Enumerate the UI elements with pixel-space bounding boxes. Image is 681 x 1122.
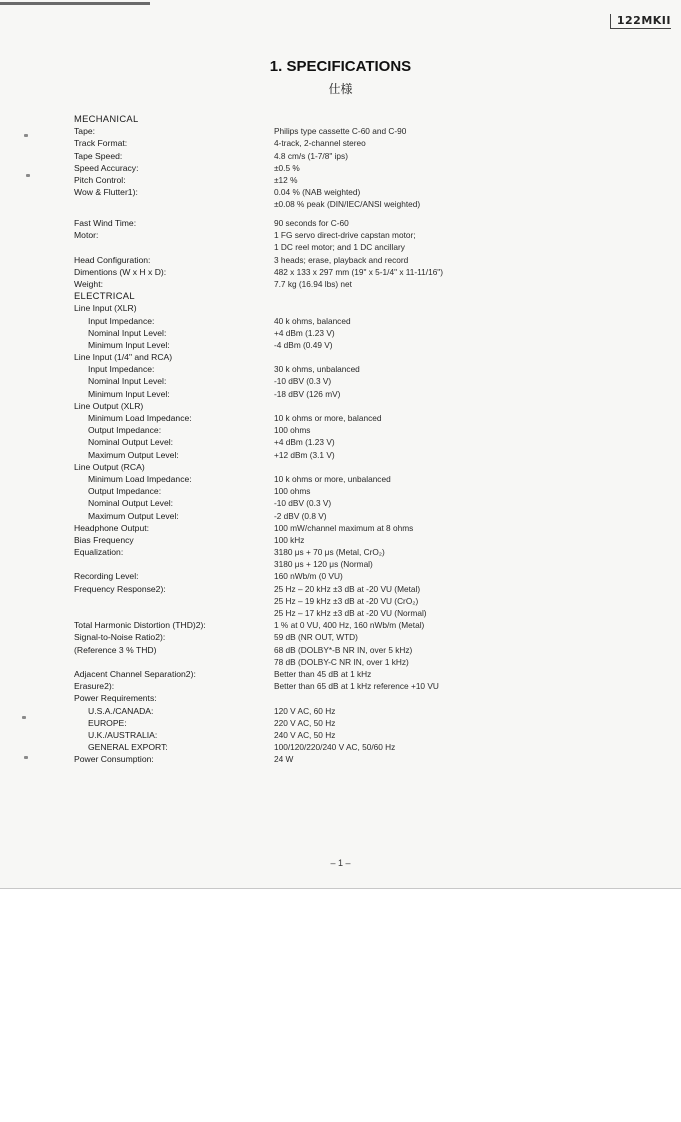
- spec-row: [74, 644, 674, 656]
- spec-label: Line Input (1/4" and RCA): [74, 352, 173, 363]
- spec-row: [74, 198, 674, 210]
- spec-row: [74, 339, 674, 351]
- spec-value: [274, 113, 674, 125]
- spec-value: 7.7 kg (16.94 lbs) net: [274, 278, 352, 289]
- spec-value: 160 nWb/m (0 VU): [274, 571, 343, 582]
- spec-label: (Reference 3 % THD): [74, 644, 157, 655]
- spec-label: EUROPE:: [88, 717, 127, 728]
- spec-row: [74, 729, 674, 741]
- spec-row: [74, 583, 674, 595]
- spec-row: [74, 473, 674, 485]
- spec-value: [274, 351, 674, 363]
- spec-label: Maximum Output Level:: [88, 449, 179, 460]
- spec-row: [74, 595, 674, 607]
- spec-label: MECHANICAL: [74, 113, 139, 124]
- spec-value: 3180 μs + 120 μs (Normal): [274, 559, 373, 570]
- spec-label: [74, 241, 274, 253]
- spec-value: -2 dBV (0.8 V): [274, 510, 327, 521]
- spec-row: [74, 534, 674, 546]
- spec-row: [74, 229, 674, 241]
- spec-label: Line Output (XLR): [74, 400, 144, 411]
- spec-value: 100 mW/channel maximum at 8 ohms: [274, 522, 414, 533]
- spec-row: [74, 266, 674, 278]
- spec-label: Maximum Output Level:: [88, 510, 179, 521]
- spec-row: [74, 546, 674, 558]
- spec-label: Weight:: [74, 278, 103, 289]
- spec-value: 1 FG servo direct-drive capstan motor;: [274, 230, 416, 241]
- spec-value: 100 ohms: [274, 425, 311, 436]
- spec-row: [74, 607, 674, 619]
- spec-row: [74, 522, 674, 534]
- spec-value: [274, 302, 674, 314]
- spec-row: [74, 449, 674, 461]
- spec-row: [74, 668, 674, 680]
- spec-row: [74, 217, 674, 229]
- spec-value: 25 Hz – 20 kHz ±3 dB at -20 VU (Metal): [274, 583, 421, 594]
- spec-row: [74, 388, 674, 400]
- spec-value: 10 k ohms or more, unbalanced: [274, 473, 391, 484]
- spec-label: ELECTRICAL: [74, 290, 135, 302]
- spec-value: Better than 65 dB at 1 kHz reference +10 VU: [274, 681, 439, 692]
- spec-label: Adjacent Channel Separation2):: [74, 668, 196, 679]
- spec-row: [74, 692, 674, 704]
- spec-value: [274, 290, 674, 302]
- spec-value: 4-track, 2-channel stereo: [274, 138, 366, 149]
- spec-value: 3180 μs + 70 μs (Metal, CrO₂): [274, 547, 385, 558]
- spec-row: [74, 497, 674, 509]
- page-number: – 1 –: [330, 858, 351, 868]
- top-rule: [0, 2, 150, 5]
- spec-label: Minimum Input Level:: [88, 339, 170, 350]
- spec-row: [74, 400, 674, 412]
- spec-label: Nominal Input Level:: [88, 376, 167, 387]
- spec-value: +4 dBm (1.23 V): [274, 327, 335, 338]
- scan-speck: [24, 134, 28, 137]
- page-title-japanese: 仕様: [328, 82, 353, 96]
- spec-row: [74, 327, 674, 339]
- spec-row: [74, 186, 674, 198]
- spec-row: [74, 570, 674, 582]
- spec-value: 1 % at 0 VU, 400 Hz, 160 nWb/m (Metal): [274, 620, 425, 631]
- spec-value: 78 dB (DOLBY-C NR IN, over 1 kHz): [274, 656, 409, 667]
- spec-value: 68 dB (DOLBY*-B NR IN, over 5 kHz): [274, 644, 413, 655]
- spec-row: [74, 753, 674, 765]
- spec-row: [74, 162, 674, 174]
- spec-value: 90 seconds for C-60: [274, 218, 349, 228]
- spec-label: Line Input (XLR): [74, 303, 137, 314]
- spec-label: Total Harmonic Distortion (THD)2):: [74, 620, 206, 631]
- spec-value: [274, 692, 674, 704]
- spec-label: U.K./AUSTRALIA:: [88, 729, 158, 740]
- spec-value: -10 dBV (0.3 V): [274, 376, 332, 387]
- spec-label: Recording Level:: [74, 571, 139, 582]
- spec-label: Minimum Input Level:: [88, 388, 170, 399]
- spec-row: [74, 278, 674, 290]
- spec-label: [74, 656, 274, 668]
- spec-row: [74, 150, 674, 162]
- spec-value: ±0.08 % peak (DIN/IEC/ANSI weighted): [274, 199, 421, 210]
- spec-value: 40 k ohms, balanced: [274, 315, 351, 326]
- spec-label: Output Impedance:: [88, 425, 162, 436]
- spec-label: Output Impedance:: [88, 486, 162, 497]
- spec-label: Nominal Input Level:: [88, 327, 167, 338]
- spec-label: Bias Frequency: [74, 534, 134, 545]
- spec-label: Headphone Output:: [74, 522, 150, 533]
- spec-row: [74, 485, 674, 497]
- spec-label: Equalization:: [74, 547, 124, 558]
- spec-row: [74, 424, 674, 436]
- spec-label: Line Output (RCA): [74, 461, 145, 472]
- spec-label: Signal-to-Noise Ratio2):: [74, 632, 166, 643]
- spec-label: Wow & Flutter1):: [74, 187, 138, 198]
- spec-value: 4.8 cm/s (1-7/8" ips): [274, 150, 348, 161]
- spec-row: [74, 351, 674, 363]
- spec-value: 0.04 % (NAB weighted): [274, 187, 361, 198]
- scan-speck: [22, 716, 26, 719]
- spec-row: [74, 137, 674, 149]
- specifications-list: [74, 113, 674, 765]
- spec-row: [74, 375, 674, 387]
- spec-label: Speed Accuracy:: [74, 162, 139, 173]
- spec-value: +4 dBm (1.23 V): [274, 437, 335, 448]
- spec-value: 25 Hz – 17 kHz ±3 dB at -20 VU (Normal): [274, 608, 427, 618]
- spec-value: 240 V AC, 50 Hz: [274, 729, 336, 740]
- spec-value: 100/120/220/240 V AC, 50/60 Hz: [274, 742, 396, 753]
- spec-label: Nominal Output Level:: [88, 437, 174, 448]
- spec-label: Motor:: [74, 230, 99, 241]
- spec-value: Better than 45 dB at 1 kHz: [274, 668, 372, 679]
- spec-row: [74, 619, 674, 631]
- spec-value: 220 V AC, 50 Hz: [274, 717, 336, 728]
- spec-row: [74, 656, 674, 668]
- spec-row: [74, 315, 674, 327]
- spec-label: Track Format:: [74, 138, 128, 149]
- spec-row: [74, 558, 674, 570]
- spec-value: 25 Hz – 19 kHz ±3 dB at -20 VU (CrO₂): [274, 595, 419, 606]
- spec-label: [74, 607, 274, 619]
- spec-label: [74, 198, 274, 210]
- spec-value: Philips type cassette C-60 and C-90: [274, 126, 407, 137]
- section-heading: [74, 113, 674, 125]
- spec-label: Tape:: [74, 126, 96, 137]
- spec-row: [74, 705, 674, 717]
- spec-label: Power Consumption:: [74, 754, 154, 765]
- spec-value: ±12 %: [274, 174, 298, 185]
- spec-label: Input Impedance:: [88, 315, 155, 326]
- spec-row: [74, 174, 674, 186]
- spec-value: 482 x 133 x 297 mm (19" x 5-1/4" x 11-11/16"): [274, 266, 444, 277]
- scan-speck: [24, 756, 28, 759]
- spec-value: -18 dBV (126 mV): [274, 388, 341, 399]
- spec-row: [74, 717, 674, 729]
- spec-row: [74, 241, 674, 253]
- spec-value: [274, 461, 674, 473]
- section-heading: [74, 290, 674, 302]
- spec-value: -10 dBV (0.3 V): [274, 498, 332, 509]
- spec-label: Nominal Output Level:: [88, 498, 174, 509]
- spec-value: 24 W: [274, 754, 294, 765]
- spec-label: Erasure2):: [74, 681, 115, 692]
- spec-label: Power Requirements:: [74, 693, 157, 704]
- spec-row: [74, 680, 674, 692]
- spec-row: [74, 461, 674, 473]
- spec-value: +12 dBm (3.1 V): [274, 449, 335, 460]
- spec-label: [74, 595, 274, 607]
- spec-row: [74, 125, 674, 137]
- spec-value: 1 DC reel motor; and 1 DC ancillary: [274, 242, 405, 253]
- spec-row: [74, 510, 674, 522]
- spec-label: GENERAL EXPORT:: [88, 742, 168, 753]
- spec-label: Input Impedance:: [88, 364, 155, 375]
- spec-value: 120 V AC, 60 Hz: [274, 705, 336, 716]
- spec-value: -4 dBm (0.49 V): [274, 339, 333, 350]
- spec-row: [74, 436, 674, 448]
- spec-label: Frequency Response2):: [74, 583, 166, 594]
- page-title: 1. SPECIFICATIONS: [269, 58, 412, 75]
- spec-row: [74, 741, 674, 753]
- spec-label: Fast Wind Time:: [74, 218, 137, 228]
- spec-label: Pitch Control:: [74, 174, 126, 185]
- scan-speck: [26, 174, 30, 177]
- spec-value: 100 ohms: [274, 486, 311, 497]
- spec-row: [74, 631, 674, 643]
- spec-row: [74, 412, 674, 424]
- spec-label: Head Configuration:: [74, 254, 151, 265]
- spec-label: [74, 558, 274, 570]
- spec-row: [74, 254, 674, 266]
- model-header: 122MKII: [610, 14, 671, 29]
- spec-value: ±0.5 %: [274, 162, 300, 173]
- spec-label: Dimentions (W x H x D):: [74, 266, 167, 277]
- spec-label: Minimum Load Impedance:: [88, 413, 192, 423]
- spec-label: Tape Speed:: [74, 150, 123, 161]
- spec-value: 59 dB (NR OUT, WTD): [274, 632, 358, 643]
- spec-value: 10 k ohms or more, balanced: [274, 413, 382, 423]
- spec-value: [274, 400, 674, 412]
- spec-value: 30 k ohms, unbalanced: [274, 364, 360, 375]
- spec-label: Minimum Load Impedance:: [88, 473, 192, 484]
- spec-row: [74, 302, 674, 314]
- spec-row: [74, 363, 674, 375]
- spec-label: U.S.A./CANADA:: [88, 705, 154, 716]
- spec-value: 100 kHz: [274, 534, 305, 545]
- spec-value: 3 heads; erase, playback and record: [274, 254, 409, 265]
